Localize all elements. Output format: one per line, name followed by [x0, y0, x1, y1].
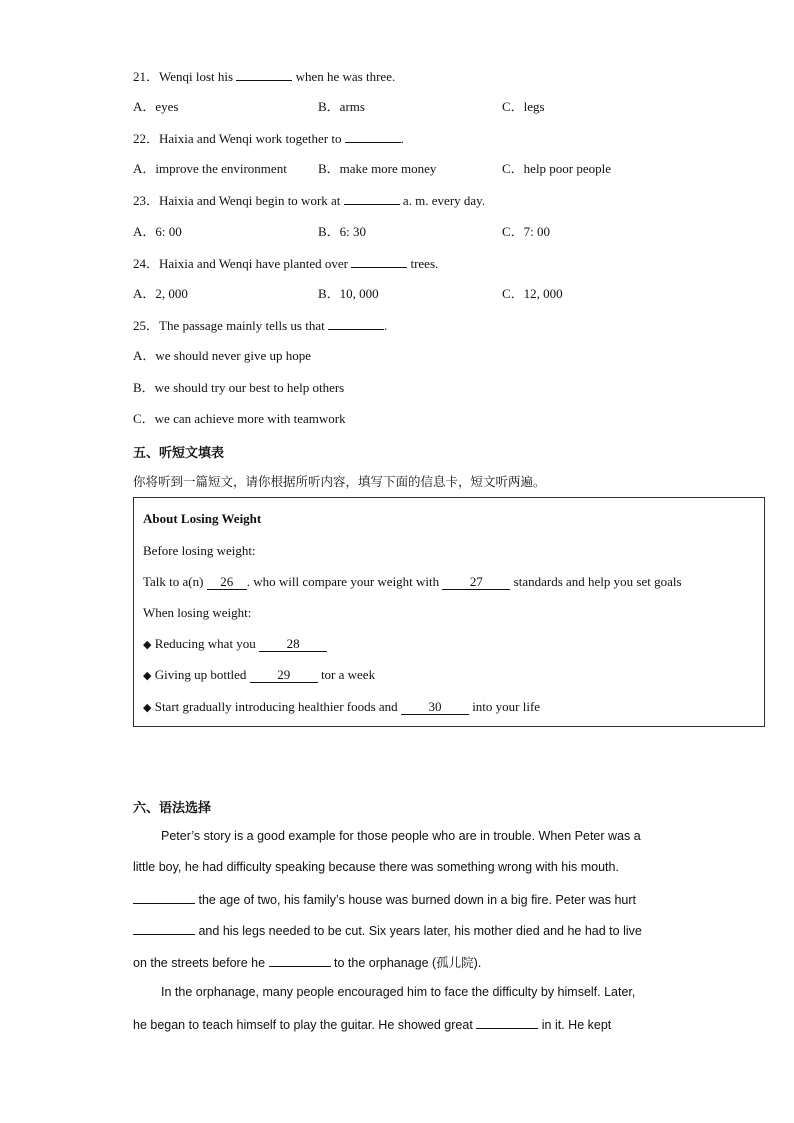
question-number: 25． — [133, 318, 160, 333]
answer-blank-26: 26 — [207, 575, 247, 590]
answer-blank — [476, 1016, 538, 1029]
question-stem: Wenqi lost his — [159, 69, 234, 84]
question-stem-end: a. m. every day. — [402, 193, 486, 208]
talk-line: Talk to a(n) 26 . who will compare your weight with 27 standards and help you set goals — [143, 574, 682, 589]
question-number: 21． — [133, 69, 160, 84]
question-24 — [133, 255, 438, 272]
answer-blank — [351, 255, 407, 268]
question-number: 23． — [133, 193, 160, 208]
passage-line: he began to teach himself to play the guitar. He showed great in it. He kept — [133, 1018, 612, 1032]
option-b: B．10, 000 — [318, 286, 379, 301]
option-c: C．help poor people — [502, 161, 612, 176]
option-c: C．legs — [502, 99, 545, 114]
question-25 — [133, 317, 387, 334]
diamond-bullet-icon: ◆ — [143, 701, 152, 714]
question-stem: Haixia and Wenqi have planted over — [159, 256, 348, 271]
section-heading: 五、听短文填表 — [133, 446, 225, 461]
answer-blank — [236, 68, 292, 81]
answer-blank — [345, 130, 401, 143]
list-item: ◆ Reducing what you 28 — [143, 636, 327, 652]
list-item: ◆ Start gradually introducing healthier foods and 30 into your life — [143, 699, 541, 714]
diamond-bullet-icon: ◆ — [143, 669, 152, 682]
option-a: A．we should never give up hope — [133, 348, 311, 363]
info-card — [133, 497, 765, 727]
info-card-title: About Losing Weight — [143, 511, 262, 526]
question-number: 22． — [133, 131, 160, 146]
option-b: B．6: 30 — [318, 224, 367, 239]
question-21 — [133, 68, 395, 85]
answer-blank-28: 28 — [259, 637, 327, 652]
diamond-bullet-icon: ◆ — [143, 638, 152, 651]
answer-blank-30: 30 — [401, 700, 469, 715]
option-c: C．12, 000 — [502, 286, 563, 301]
question-stem: Haixia and Wenqi begin to work at — [159, 193, 341, 208]
question-number: 24． — [133, 256, 160, 271]
question-stem-end: trees. — [410, 256, 439, 271]
passage-line: and his legs needed to be cut. Six years later, his mother died and he had to live — [133, 922, 642, 938]
answer-blank-29: 29 — [250, 668, 318, 683]
option-a: A．eyes — [133, 99, 179, 114]
answer-blank — [269, 954, 331, 967]
option-a: A．6: 00 — [133, 224, 182, 239]
passage-line: the age of two, his family’s house was burned down in a big fire. Peter was hurt — [133, 891, 636, 907]
section-instruction: 你将听到一篇短文，请你根据所听内容，填写下面的信息卡，短文听两遍。 — [133, 474, 546, 489]
question-stem: The passage mainly tells us that — [159, 318, 325, 333]
passage-line: In the orphanage, many people encouraged him to face the difficulty by himself. Later, — [161, 985, 636, 999]
option-a: A．2, 000 — [133, 286, 188, 301]
list-item: ◆ Giving up bottled 29 tor a week — [143, 667, 376, 682]
question-stem-end: when he was three. — [295, 69, 396, 84]
question-stem-end: . — [400, 131, 404, 146]
answer-blank — [344, 192, 400, 205]
option-b: B．make more money — [318, 161, 437, 176]
section-heading: 六、语法选择 — [133, 801, 212, 816]
passage-line: on the streets before he to the orphanage (孤儿院). — [133, 956, 482, 970]
passage-line: little boy, he had difficulty speaking because there was something wrong with his mouth. — [133, 860, 619, 874]
before-label: Before losing weight: — [143, 543, 256, 558]
question-stem: Haixia and Wenqi work together to — [159, 131, 342, 146]
option-b: B．we should try our best to help others — [133, 380, 345, 395]
answer-blank-27: 27 — [442, 575, 510, 590]
option-c: C．we can achieve more with teamwork — [133, 411, 346, 426]
question-22 — [133, 130, 404, 147]
option-a: A．improve the environment — [133, 161, 287, 176]
question-23 — [133, 192, 485, 209]
answer-blank — [133, 891, 195, 904]
passage-line: Peter’s story is a good example for those people who are in trouble. When Peter was a — [161, 829, 641, 843]
when-label: When losing weight: — [143, 605, 252, 620]
answer-blank — [133, 922, 195, 935]
option-b: B．arms — [318, 99, 365, 114]
option-c: C．7: 00 — [502, 224, 551, 239]
question-stem-end: . — [383, 318, 388, 333]
answer-blank — [328, 317, 384, 330]
